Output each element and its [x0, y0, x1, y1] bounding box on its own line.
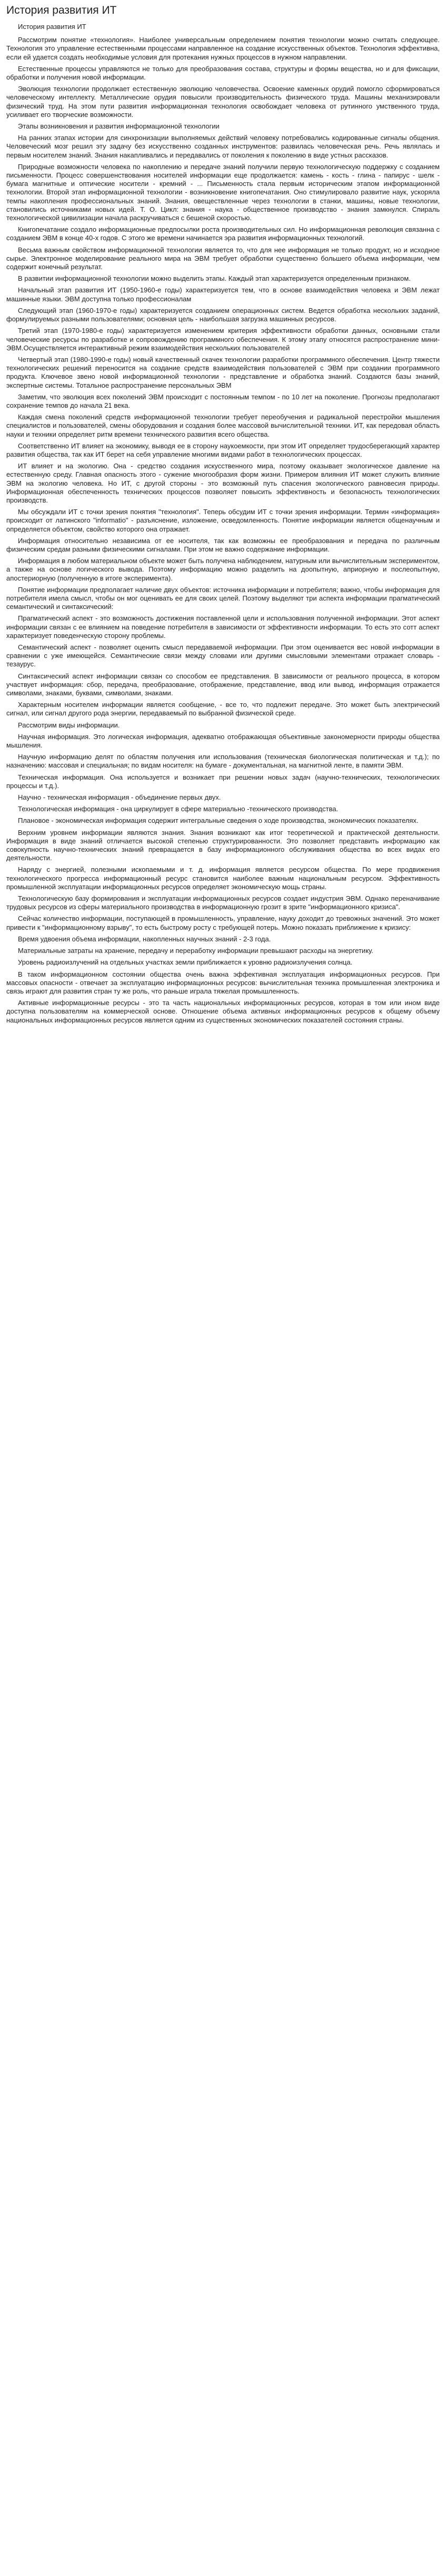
- paragraph: Научная информация. Это логическая информация, адекватно отображающая объективные закономерности природы общества мышления.: [6, 732, 440, 750]
- paragraph: Весьма важным свойством информационной технологии является то, что для нее информация не только продукт, но и исходное сырье. Электронное моделирование реального мира на ЭВМ требует обработки существенно большего объема информации, чем содержит конечный результат.: [6, 245, 440, 271]
- paragraph: Плановое - экономическая информация содержит интегральные сведения о ходе производства, экономических показателях.: [18, 817, 419, 825]
- paragraph: ИТ влияет и на экологию. Она - средство создания искусственного мира, поэтому оказывает экологическое давление на естественную среду. Главная опасность этого - сужение многообразия форм жизни. Примером влияния ИТ может служить влияние ЭВМ на экологию человека. Но ИТ, с другой стороны - это возможный путь спасения экологического равновесия природы. Информационная обеспеченность технических процессов позволяет повысить эффективность и безопасность технологических производств.: [6, 462, 440, 504]
- paragraph: Книгопечатание создало информационные предпосылки роста производительных сил. Но информационная революция связанна с созданием ЭВМ в конце 40-х годов. С этого же времени начинается эра развития информационных технологий.: [6, 225, 440, 242]
- paragraph: В развитии информационной технологии можно выделить этапы. Каждый этап характеризуется определенным признаком.: [18, 274, 411, 283]
- section-heading: Этапы возникновения и развития информационной технологии: [18, 122, 220, 131]
- paragraph: Следующий этап (1960-1970-е годы) характеризуется созданием операционных систем. Ведется обработка нескольких заданий, формулируемых разными пользователями; основная цель - наибольшая загрузка машинных ресурсов.: [6, 306, 440, 323]
- paragraph: Эволюция технологии продолжает естественную эволюцию человечества. Освоение каменных орудий помогло сформироваться человеческому интеллекту. Металлические орудия повысили производительность физического труда. Машины механизировали физический труд. На этом пути развития информационная технология освобождает человека от рутинного умственного труда, усиливает его творческие возможности.: [6, 85, 440, 119]
- paragraph: Каждая смена поколений средств информационной технологии требует переобучения и радикальной перестройки мышления специалистов и пользователей, смены оборудования и создания более массовой вычислительной техники. ИТ, как передовая область науки и техники определяет ритм времени технического развития всего общества.: [6, 413, 440, 438]
- paragraph: Заметим, что эволюция всех поколений ЭВМ происходит с постоянным темпом - по 10 лет на поколение. Прогнозы предполагают сохранение темпов до начала 21 века.: [6, 392, 440, 409]
- page-title: История развития ИТ: [6, 4, 117, 16]
- paragraph: Материальные затраты на хранение, передачу и переработку информации превышают расходы на энергетику.: [18, 947, 373, 955]
- paragraph: Семантический аспект - позволяет оценить смысл передаваемой информации. При этом оценивается вес новой информации в сравнении с уже имеющейся. Семантические связи между словами или другими смысловыми элементами отражает словарь - тезаурус.: [6, 643, 440, 668]
- paragraph: Понятие информации предполагает наличие двух объектов: источника информации и потребителя; важно, чтобы информация для потребителя имела смысл, чтобы он мог оценивать ее для своих целей. Поэтому выделяют три аспекта информации прагматический семантический и синтаксический:: [6, 585, 440, 611]
- paragraph: Техническая информация. Она используется и возникает при решении новых задач (научно-технических, технологических процессы и т.д.).: [6, 773, 440, 790]
- paragraph: Информация относительно независима от ее носителя, так как возможны ее преобразования и передача по различным физическим средам разными физическими сигналами. При этом не важно содержание информации.: [6, 536, 440, 553]
- paragraph: Информация в любом материальном объекте может быть получена наблюдением, натурным или вычислительным экспериментом, а также на основе логического вывода. Поэтому информацию можно разделить на доопытную, априорную и послеопытную, апостериорную (полученную в итоге эксперимента).: [6, 557, 440, 582]
- paragraph: На ранних этапах истории для синхронизации выполняемых действий человеку потребовались кодированные сигналы общения. Человеческий мозг решил эту задачу без искусственно созданных инструментов: развилась человеческая речь. Речь являлась и первым носителем знаний. Знания накапливались и передавались от поколения к поколению в виде устных рассказов.: [6, 134, 440, 159]
- paragraph: Научную информацию делят по областям получения или использования (техническая биологическая политическая и т.д.); по назначению: массовая и специальная; по видам носителя: на бумаге - документальная, на магнитной ленте, в памяти ЭВМ.: [6, 753, 440, 770]
- article-subtitle: История развития ИТ: [18, 23, 86, 31]
- paragraph: Начальный этап развития ИТ (1950-1960-е годы) характеризуется тем, что в основе взаимодействия человека и ЭВМ лежат машинные языки. ЭВМ доступна только профессионалам: [6, 286, 440, 303]
- paragraph: Рассмотрим понятие «технология». Наиболее универсальным определением понятия технологии можно считать следующее. Технология это управление естественными процессами направленное на создание искусственных объектов. Технология эффективна, если ей удается создать необходимые условия для протекания нужных процессов в нужном направлении.: [6, 36, 440, 61]
- paragraph: Третий этап (1970-1980-е годы) характеризуется изменением критерия эффективности обработки данных, основными стали человеческие ресурсы по разработке и сопровождению программного обеспечения. К этому этапу относятся распространение мини- ЭВМ.Осуществляется интерактивный режим взаимодействия нескольких пользователей: [6, 327, 440, 352]
- paragraph: В таком информационном состоянии общества очень важна эффективная эксплуатация информационных ресурсов. При массовых опасности - отвечает за эксплуатацию информационных ресурсов: вычислительная техника промышленная электроника и связь играют для развития стран ту же роль, что раньше играла тяжелая промышленность.: [6, 970, 440, 995]
- paragraph: Мы обсуждали ИТ с точки зрения понятия "технология". Теперь обсудим ИТ с точки зрения информации. Термин «информация» происходит от латинского "informatio" - разъяснение, изложение, осведомленность. Понятие информации является общенаучным и определяется объектом, свойство которого она отражает.: [6, 508, 440, 533]
- paragraph: Верхним уровнем информации являются знания. Знания возникают как итог теоретической и практической деятельности. Информация в виде знаний отличается высокой степенью структурированности. Это позволяет представить информацию как совокупность научно-технических знаний превращается в базу информационного обслуживания общества во всех видах его деятельности.: [6, 828, 440, 862]
- paragraph: Технологическая информация - она циркулирует в сфере материально -технического производства.: [18, 805, 339, 813]
- paragraph: Прагматический аспект - это возможность достижения поставленной цели и использования полученной информации. Этот аспект информации связан с ее влиянием на поведение потребителя в зависимости от эффективности информации. То есть это сотт аспект характеризует поведенческую сторону проблемы.: [6, 614, 440, 640]
- paragraph: Характерным носителем информации является сообщение, - все то, что подлежит передаче. Это может быть электрический сигнал, или сигнал другого рода энергии, передаваемый по выбранной физической среде.: [6, 701, 440, 717]
- paragraph: Технологическую базу формирования и эксплуатации информационных ресурсов создает индустрия ЭВМ. Однако переначивание трудовых ресурсов из сферы материального производства в информационную грозит в зрите "информационного кризиса".: [6, 894, 440, 911]
- paragraph: Соответственно ИТ влияет на экономику, выводя ее в сторону наукоемкости, при этом ИТ определяет трудосберегающий характер развития общества, так как ИТ берет на себя управление многими видами работ в технологических процессах.: [6, 441, 440, 458]
- paragraph: Время удвоения объема информации, накопленных научных знаний - 2-3 года.: [18, 935, 271, 943]
- paragraph: Активные информационные ресурсы - это та часть национальных информационных ресурсов, которая в том или ином виде доступна пользователям на коммерческой основе. Отношение объема активных информационных ресурсов к общему объему национальных информационных ресурсов является одним из существенных экономических показателей состояния страны.: [6, 999, 440, 1024]
- paragraph: Сейчас количество информации, поступающей в промышленность, управление, науку доходит до тревожных значений. Это может привести к "информационному взрыву", то есть быстрому росту с требующей потерь. Можно показать приближение к кризису:: [6, 915, 440, 931]
- paragraph: Четвертый этап (1980-1990-е годы) новый качественный скачек технологии разработки программного обеспечения. Центр тяжести технологических решений переносится на создание средств взаимодействия пользователей с ЭВМ при создании программного продукта. Ключевое звено новой информационной технологии - представление и обработка знаний. Создаются базы знаний, экспертные системы. Тотальное распространение персональных ЭВМ: [6, 355, 440, 389]
- article-body: [6, 23, 440, 1025]
- paragraph: Естественные процессы управляются не только для преобразования состава, структуры и формы вещества, но и для фиксации, обработки и получения новой информации.: [6, 64, 440, 82]
- paragraph: Рассмотрим виды информации.: [18, 721, 120, 729]
- paragraph: Наряду с энергией, полезными ископаемыми и т. д. информация является ресурсом общества. По мере продвижения технологического прогресса информационный ресурс становится наиболее важным национальным ресурсом. Эффективность промышленной эксплуатации информационных ресурсов определяет экономическую мощь страны.: [6, 866, 440, 891]
- paragraph: Синтаксический аспект информации связан со способом ее представления. В зависимости от реального процесса, в котором участвует информация: сбор, передача, преобразование, отображение, представление, ввод или вывод, информация отражается символами, знаками, буквами, символами, знаками.: [6, 672, 440, 697]
- paragraph: Научно - техническая информация - объединение первых двух.: [18, 793, 221, 802]
- paragraph: Уровень радиоизлучений на отдельных участках земли приближается к уровню радиоизлучения солнца.: [18, 958, 353, 967]
- paragraph: Природные возможности человека по накоплению и передаче знаний получили первую технологическую поддержку с созданием письменности. Процесс совершенствования носителей информации еще продолжается: камень - кость - глина - папирус - шелк - бумага магнитные и оптические носители - кремний - ... Письменность стала первым историческим этапом информационной технологии. Второй этап информационной технологии - возникновение книгопечатания. Оно стимулировало развитие наук, ускоряла темпы накопления профессиональных знаний. Знания, овеществленные через технологии в станки, машины, новые технологии, становились источниками новых идей. Т. О. Цикл: знания - наука - общественное производство - знания замкнулся. Спираль технологической цивилизации начала раскручиваться с бешеной скоростью.: [6, 162, 440, 222]
